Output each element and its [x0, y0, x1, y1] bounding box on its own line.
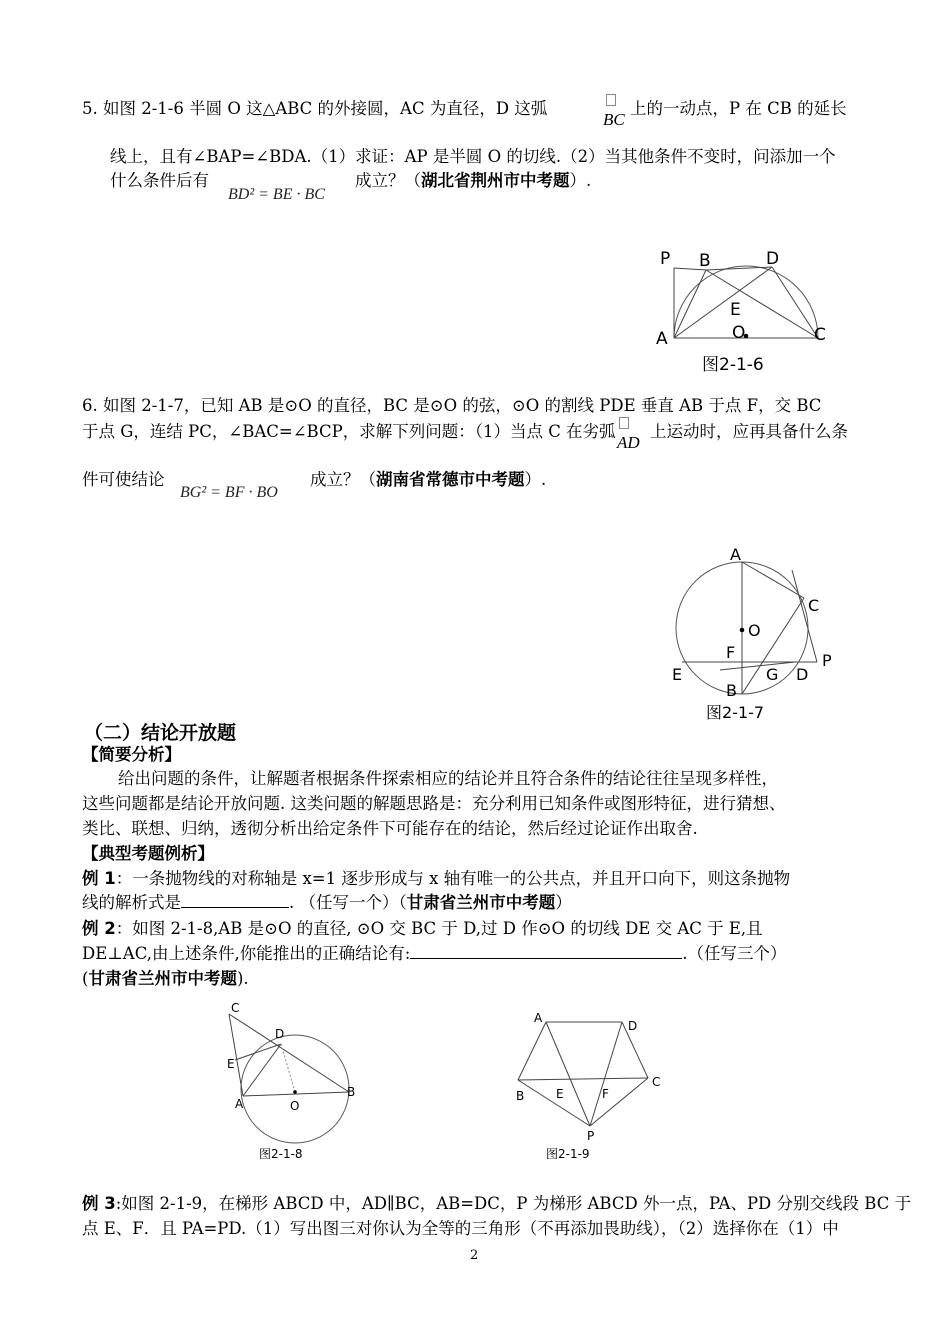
- circle-o: [241, 1035, 349, 1143]
- label-d: D: [275, 1027, 285, 1041]
- label-f: F: [726, 643, 736, 662]
- label-c: C: [814, 325, 826, 345]
- label-o: O: [732, 323, 746, 343]
- ex3-line2: 点 E、F．且 PA=PD.（1）写出图三对你认为全等的三角形（不再添加畏助线），（2）选择你在（1）中: [82, 1219, 839, 1238]
- label-p: P: [822, 651, 832, 670]
- q5-formula: BD² = BE · BC: [228, 186, 325, 203]
- label-c: C: [652, 1075, 661, 1089]
- line-ab: [674, 270, 706, 338]
- q5-line3: 什么条件后有: [110, 171, 209, 190]
- ex1-answer-blank[interactable]: [181, 907, 289, 908]
- ex2-source: 甘肃省兰州市中考题: [88, 969, 237, 988]
- label-b: B: [726, 681, 737, 700]
- analysis-p3: 类比、联想、归纳，透彻分析出给定条件下可能存在的结论，然后经过论证作出取舍.: [82, 819, 698, 838]
- q6-arc-label: AD: [617, 433, 640, 452]
- section-heading: （二）结论开放题: [84, 722, 237, 744]
- q5-line1-end: 上的一动点，P 在 CB 的延长: [630, 99, 847, 118]
- label-e: E: [672, 665, 683, 684]
- line-bd: [706, 267, 772, 270]
- line-do: [281, 1044, 295, 1092]
- q6-formula: BG² = BF · BO: [180, 484, 278, 501]
- semicircle: [674, 266, 818, 338]
- label-b: B: [347, 1085, 356, 1099]
- arc-symbol-icon: [619, 417, 629, 429]
- label-a: A: [534, 1011, 543, 1025]
- q6-line1: 6. 如图 2-1-7，已知 AB 是⊙O 的直径，BC 是⊙O 的弦，⊙O 的割线 PDE 垂直 AB 于点 F，交 BC: [82, 396, 822, 415]
- analysis-title: 【简要分析】: [82, 745, 181, 764]
- caption-2-1-9: 图2-1-9: [546, 1147, 590, 1161]
- q5-line2: 线上，且有∠BAP=∠BDA.（1）求证：AP 是半圆 O 的切线.（2）当其他条件不变时，问添加一个: [110, 147, 836, 166]
- label-p: P: [587, 1129, 595, 1143]
- figure-2-1-7: [660, 540, 850, 730]
- tangent-de: [235, 1044, 281, 1060]
- ex1-source: 甘肃省兰州市中考题: [406, 893, 556, 912]
- line-ca: [229, 1014, 243, 1096]
- ex1-label: 例 1: [82, 869, 116, 888]
- ex1-line2: 线的解析式是 . （任写一个）（甘肃省兰州市中考题）: [82, 893, 572, 912]
- line-ad: [243, 1044, 281, 1096]
- q5-source: 湖北省荆州市中考题: [421, 171, 570, 190]
- line-inner: [720, 662, 795, 670]
- line-dc: [772, 267, 818, 338]
- center-o: [293, 1090, 297, 1094]
- label-g: G: [766, 665, 779, 684]
- label-o: O: [290, 1099, 300, 1113]
- label-c: C: [808, 596, 820, 615]
- label-b: B: [699, 251, 711, 271]
- ex1-line1: 例 1：一条抛物线的对称轴是 x=1 逐步形成与 x 轴有唯一的公共点，并且开口向下，则这条抛物: [82, 869, 791, 888]
- label-c: C: [231, 1001, 240, 1015]
- label-e: E: [556, 1087, 564, 1101]
- line-bc: [518, 1078, 648, 1080]
- q6-line2-end: 上运动时，应再具备什么条: [650, 422, 848, 441]
- label-f: F: [602, 1087, 609, 1101]
- label-a: A: [656, 329, 668, 349]
- examples-title: 【典型考题例析】: [82, 844, 214, 863]
- caption-2-1-6: 图2-1-6: [702, 355, 764, 375]
- line-bc: [706, 270, 818, 338]
- line-pb: [518, 1080, 590, 1126]
- line-pa: [546, 1022, 590, 1126]
- figure-2-1-6: [650, 240, 840, 380]
- q5-arc-label: BC: [603, 110, 625, 129]
- line-pd: [590, 1022, 622, 1126]
- label-p: P: [660, 249, 671, 269]
- center-o: [740, 628, 745, 633]
- analysis-p2: 这些问题都是结论开放问题. 这类问题的解题思路是：充分利用已知条件或图形特征，进行猜想、: [82, 794, 786, 813]
- label-b: B: [516, 1089, 525, 1103]
- q6-line3-end: 成立？（湖南省常德市中考题）.: [310, 470, 547, 489]
- line-cb: [229, 1014, 349, 1092]
- ex2-line2: DE⊥AC,由上述条件,你能推出的正确结论有: .（任写三个）: [82, 944, 787, 963]
- label-o: O: [748, 621, 761, 640]
- q5-line3-end: 成立？（湖北省荆州市中考题）.: [355, 171, 592, 190]
- q6-source: 湖南省常德市中考题: [376, 470, 525, 489]
- ex2-label: 例 2: [82, 919, 116, 938]
- ex2-line1: 例 2：如图 2-1-8,AB 是⊙O 的直径, ⊙O 交 BC 于 D,过 D 作⊙O 的切线 DE 交 AC 于 E,且: [82, 919, 763, 938]
- label-a: A: [235, 1097, 244, 1111]
- ex3-line1: 例 3:如图 2-1-9，在梯形 ABCD 中，AD∥BC，AB=DC，P 为梯形 ABCD 外一点，PA、PD 分别交线段 BC 于: [82, 1194, 912, 1213]
- arc-symbol-icon: [606, 94, 616, 106]
- line-ad: [674, 267, 772, 338]
- label-e: E: [227, 1057, 235, 1071]
- caption-2-1-7: 图2-1-7: [706, 703, 765, 722]
- label-d: D: [628, 1019, 638, 1033]
- analysis-p1: 给出问题的条件，让解题者根据条件探索相应的结论并且符合条件的结论往往呈现多样性，: [118, 769, 778, 788]
- figure-2-1-9: [510, 1008, 670, 1168]
- q6-line2: 于点 G，连结 PC，∠BAC=∠BCP，求解下列问题：（1）当点 C 在劣弧: [82, 422, 616, 441]
- label-d: D: [766, 249, 780, 269]
- label-a: A: [730, 545, 741, 564]
- figure-2-1-8: [225, 1000, 365, 1165]
- page-number: 2: [470, 1248, 479, 1263]
- line-ab: [518, 1022, 546, 1080]
- q6-line3: 件可使结论: [82, 470, 165, 489]
- ex2-line3: (甘肃省兰州市中考题).: [82, 969, 249, 988]
- label-e: E: [730, 300, 741, 320]
- ex3-label: 例 3: [82, 1194, 116, 1213]
- label-d: D: [796, 665, 809, 684]
- caption-2-1-8: 图2-1-8: [259, 1147, 303, 1161]
- q5-line1: 5. 如图 2-1-6 半圆 O 这△ABC 的外接圆，AC 为直径，D 这弧: [82, 99, 548, 118]
- line-pc: [590, 1078, 648, 1126]
- ex2-answer-blank[interactable]: [410, 958, 682, 959]
